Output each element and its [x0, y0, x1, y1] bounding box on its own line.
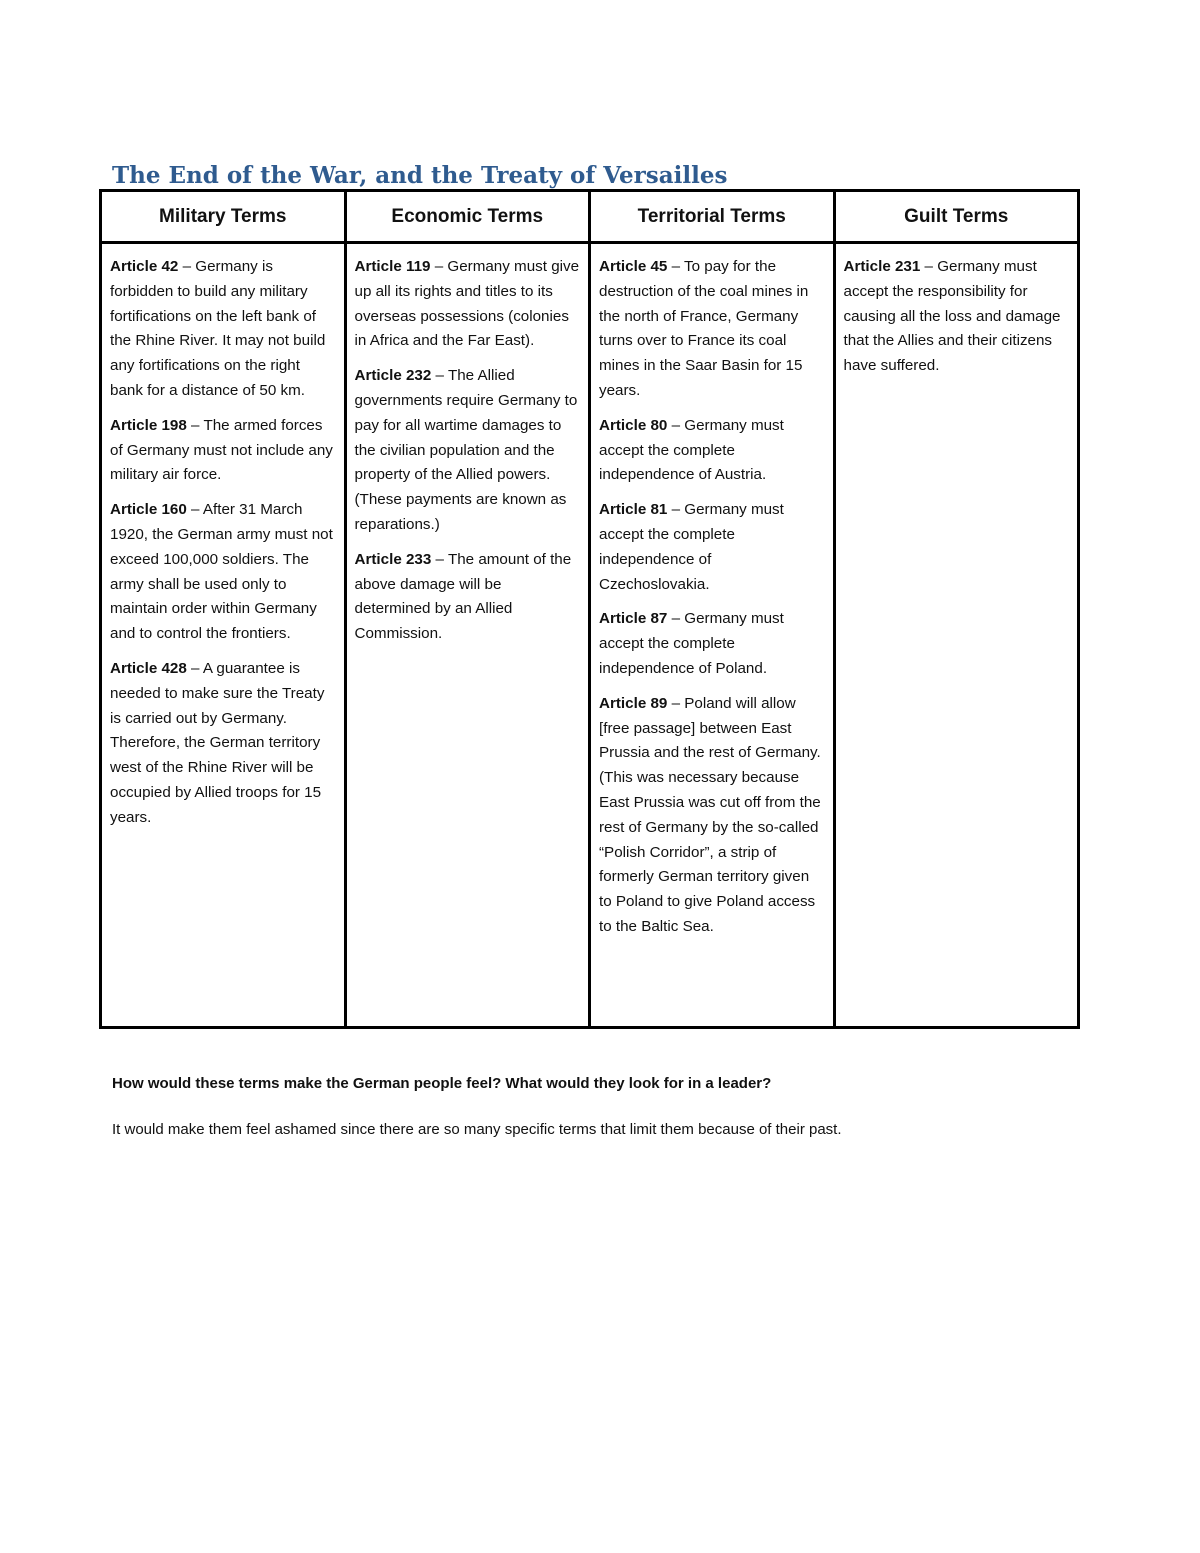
article-42: [110, 255, 336, 404]
article-label: Article 233: [354, 550, 432, 568]
article-text: – The armed forces of Germany must not include any military air force.: [110, 416, 333, 484]
article-231: [844, 255, 1070, 379]
article-233: [355, 548, 581, 647]
economic-terms-cell: [345, 243, 590, 1028]
article-160: [110, 498, 336, 647]
article-label: Article 231: [843, 258, 921, 275]
header-economic-terms: Economic Terms: [345, 191, 590, 243]
article-label: Article 119: [354, 258, 431, 275]
student-answer: It would make them feel ashamed since there are so many specific terms that limit them because of their past.: [112, 1121, 842, 1138]
article-text: – A guarantee is needed to make sure the Treaty is carried out by Germany. Therefore, the German territory west of the Rhine River will be occupied by Allied troops for 15 years.: [110, 659, 325, 826]
guilt-terms-cell: [834, 243, 1079, 1028]
header-territorial-terms: Territorial Terms: [590, 191, 835, 243]
header-military-terms: Military Terms: [101, 191, 346, 243]
article-text: – Germany is forbidden to build any military fortifications on the left bank of the Rhine River. It may not build any fortifications on the right bank for a distance of 50 km.: [110, 258, 326, 399]
article-text: – Germany must accept the complete independence of Czechoslovakia.: [599, 501, 784, 593]
article-81: [599, 498, 825, 597]
article-428: [110, 657, 336, 831]
article-label: Article 428: [110, 659, 187, 677]
article-text: – To pay for the destruction of the coal mines in the north of France, Germany turns over to France its coal mines in the Saar Basin for 15 years.: [599, 258, 809, 399]
article-text: – The Allied governments require Germany to pay for all wartime damages to the civilian population and the property of the Allied powers. (These payments are known as reparations.): [354, 367, 578, 533]
article-label: Article 80: [599, 416, 668, 434]
article-label: Article 232: [354, 367, 432, 385]
article-label: Article 87: [599, 610, 668, 628]
article-119: [355, 255, 581, 354]
article-text: – After 31 March 1920, the German army must not exceed 100,000 soldiers. The army shall be used only to maintain order within Germany and to control the frontiers.: [110, 501, 333, 643]
article-text: – Germany must accept the complete independence of Poland.: [599, 610, 784, 677]
article-label: Article 160: [110, 501, 187, 519]
article-label: Article 89: [599, 694, 668, 712]
table-header-row: [101, 191, 1079, 243]
article-text: – Poland will allow [free passage] between East Prussia and the rest of Germany. (This was necessary because East Prussia was cut off from the rest of Germany by the so-called “Polish Corridor”, a strip of formerly German territory given to Poland to give Poland access to the Baltic Sea.: [599, 694, 821, 935]
table-row: [101, 243, 1079, 1028]
article-label: Article 198: [110, 416, 187, 434]
terms-table: [99, 189, 1080, 1029]
territorial-terms-cell: [590, 243, 835, 1028]
article-89: [599, 692, 825, 940]
military-terms-cell: [101, 243, 346, 1028]
article-text: – Germany must accept the responsibility for causing all the loss and damage that the Allies and their citizens have suffered.: [843, 258, 1061, 375]
article-text: – Germany must accept the complete independence of Austria.: [599, 416, 784, 484]
article-label: Article 45: [599, 258, 668, 275]
header-guilt-terms: Guilt Terms: [834, 191, 1079, 243]
article-45: [599, 255, 825, 404]
article-text: – Germany must give up all its rights and titles to its overseas possessions (colonies in Africa and the Far East).: [354, 258, 580, 350]
page-title: The End of the War, and the Treaty of Versailles: [112, 162, 728, 189]
discussion-question: How would these terms make the German people feel? What would they look for in a leader?: [112, 1075, 772, 1092]
article-label: Article 81: [599, 501, 668, 519]
article-text: – The amount of the above damage will be determined by an Allied Commission.: [354, 550, 572, 643]
article-198: [110, 414, 336, 488]
article-label: Article 42: [110, 258, 179, 275]
article-87: [599, 607, 825, 681]
article-232: [355, 364, 581, 538]
article-80: [599, 414, 825, 488]
